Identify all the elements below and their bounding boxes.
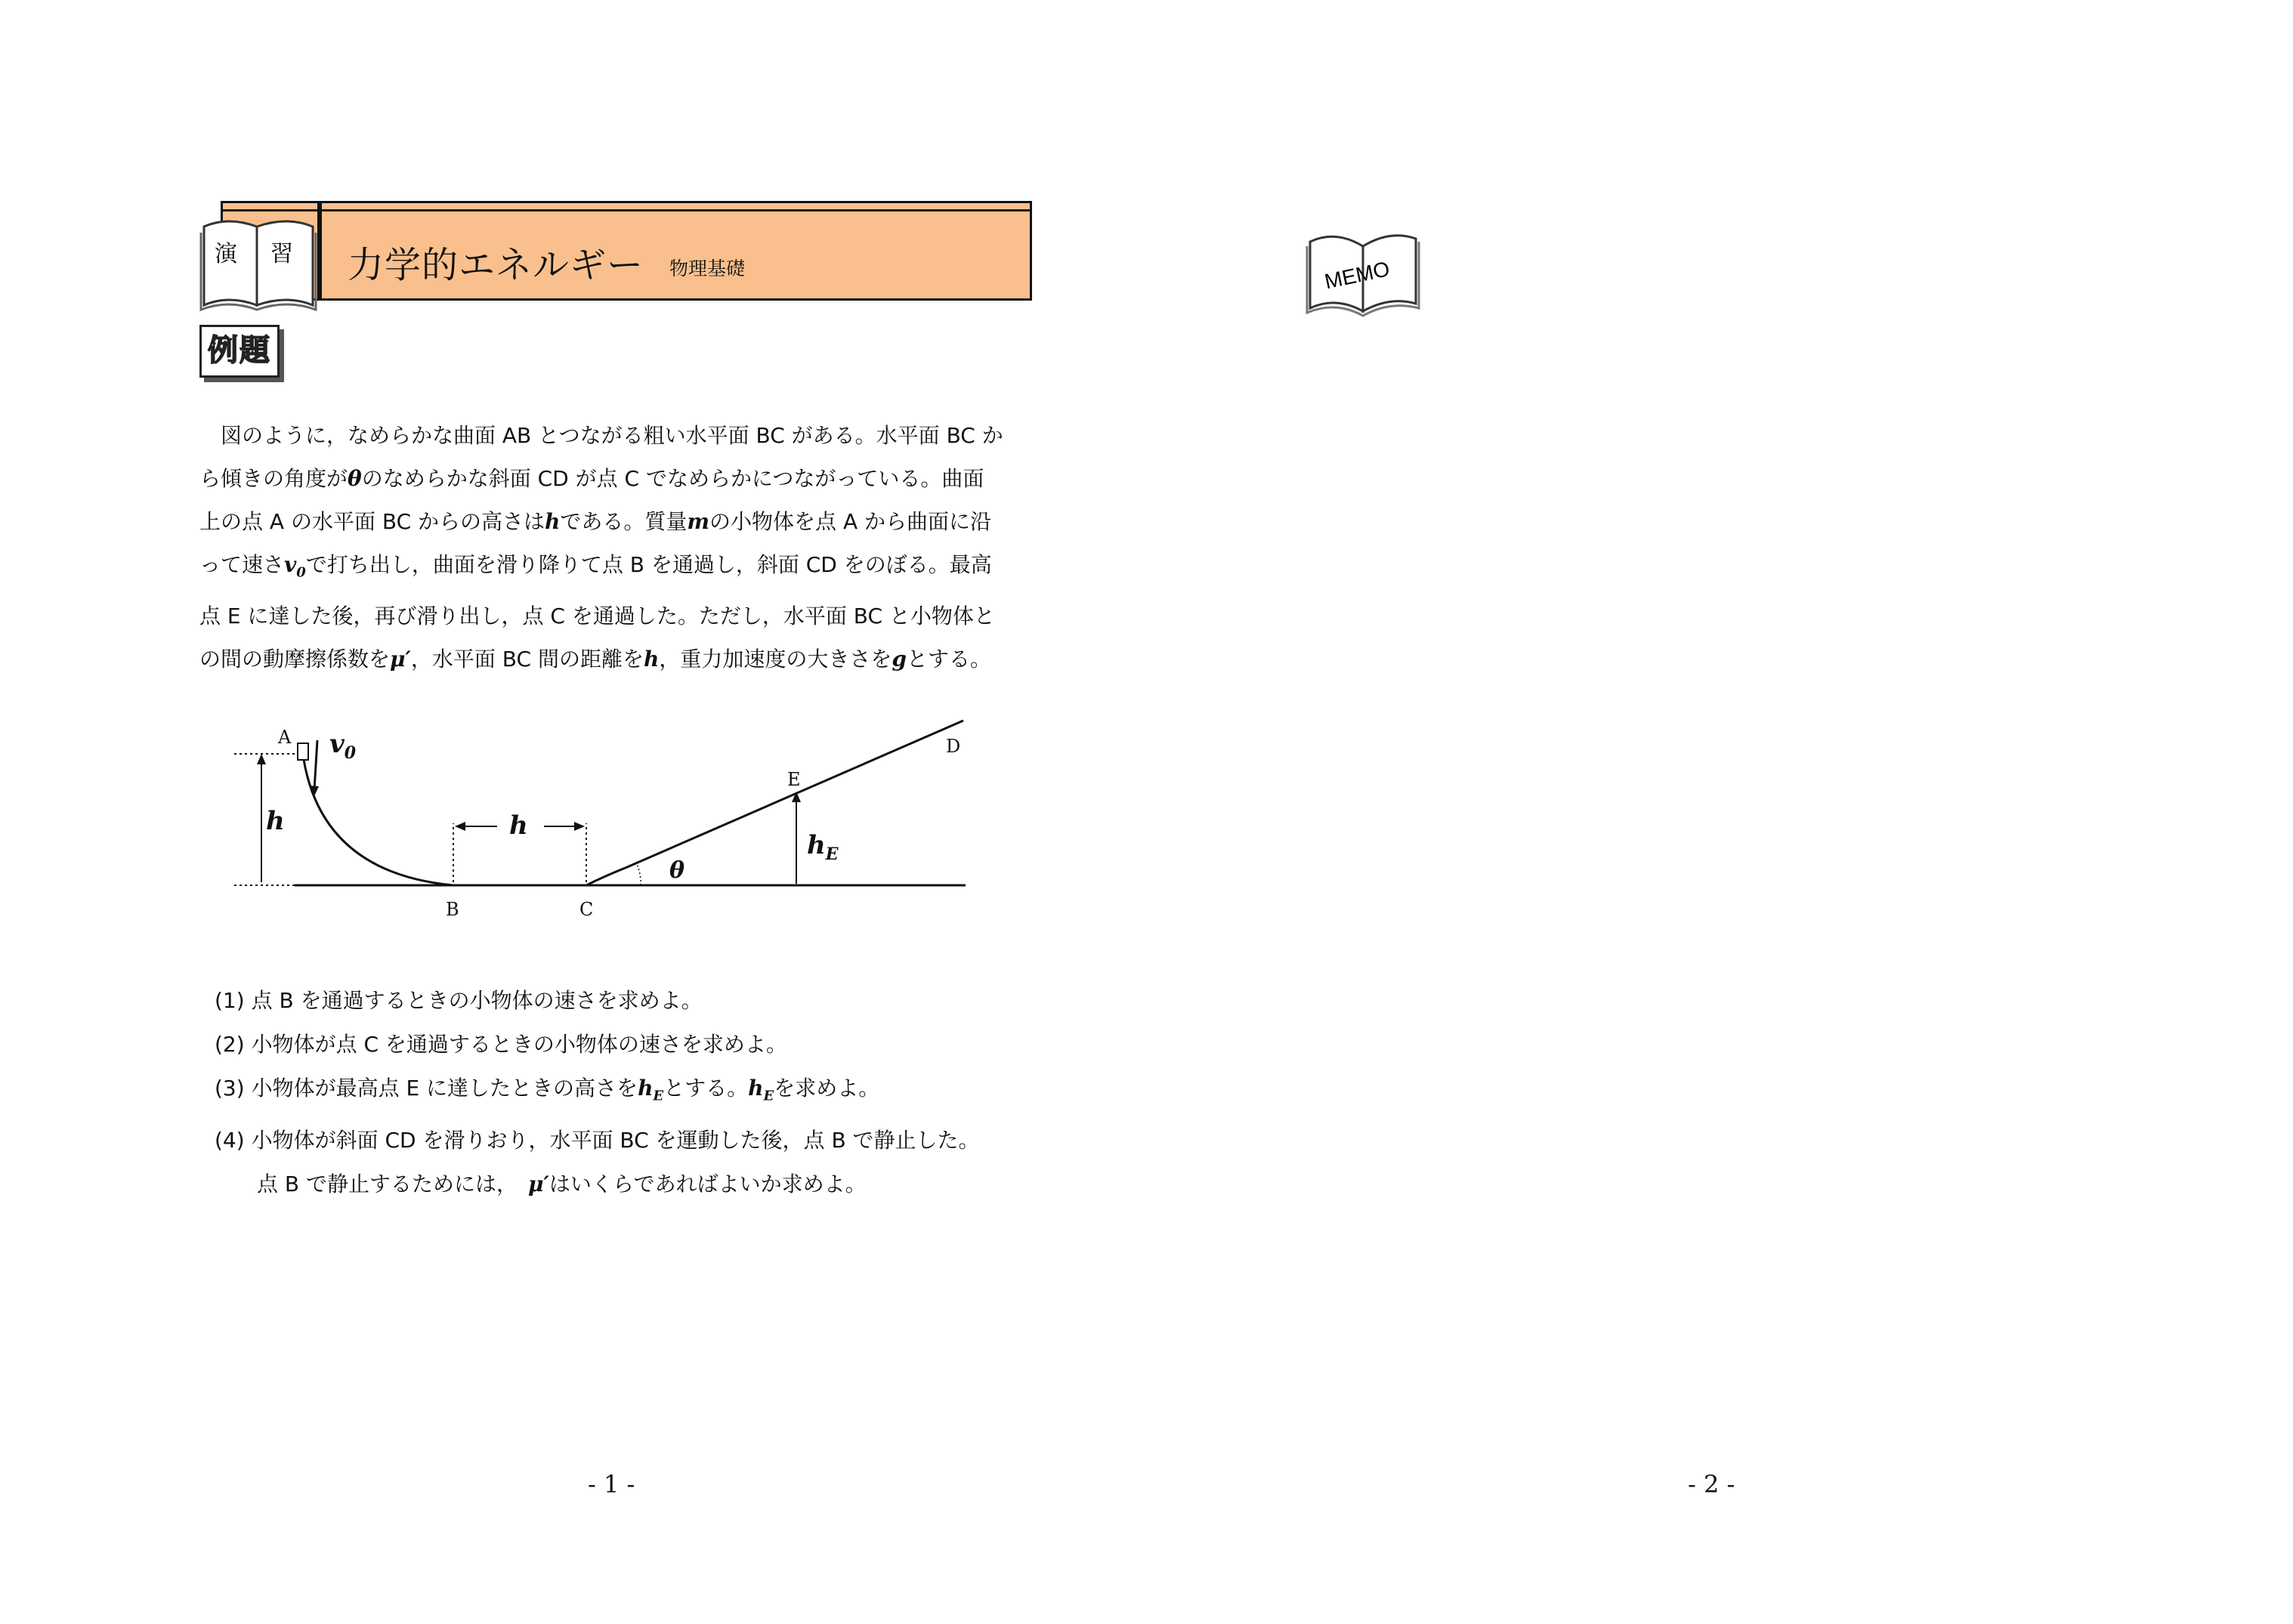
text-run: である。質量 xyxy=(560,509,688,534)
example-badge: 例題 xyxy=(199,325,280,378)
incline-cd xyxy=(586,721,963,885)
math-symbol: h xyxy=(638,1076,654,1101)
text-run: (3) 小物体が最高点 E に達したときの高さを xyxy=(215,1076,638,1101)
text-run: はいくらであればよいか求めよ。 xyxy=(549,1171,867,1196)
question-item xyxy=(215,1023,1046,1067)
label-v0: $v_0$ xyxy=(329,729,357,763)
math-symbol: v xyxy=(284,552,297,577)
theta-arc xyxy=(636,863,641,885)
math-symbol: μ′ xyxy=(390,646,411,672)
text-run: (2) 小物体が点 C を通過するときの小物体の速さを求めよ。 xyxy=(215,1032,787,1057)
label-h-left: h xyxy=(266,806,285,836)
text-run: とする。 xyxy=(906,646,991,672)
text-run: ら傾きの角度が xyxy=(199,466,348,491)
problem-line xyxy=(199,457,1023,500)
math-symbol: m xyxy=(687,509,710,534)
label-a: A xyxy=(278,727,292,748)
page-number-2: - 2 - xyxy=(1688,1470,1735,1499)
text-run: ，重力加速度の大きさを xyxy=(659,646,892,672)
question-item xyxy=(215,1067,1046,1119)
problem-line xyxy=(199,638,1023,681)
problem-line xyxy=(199,500,1023,543)
memo-label: MEMO xyxy=(1322,256,1392,294)
math-subscript: E xyxy=(653,1088,664,1104)
problem-line xyxy=(199,543,1023,594)
math-symbol: g xyxy=(892,646,907,672)
block xyxy=(298,743,308,760)
text-run: の間の動摩擦係数を xyxy=(199,646,391,672)
label-c: C xyxy=(579,899,594,920)
label-h-mid: h xyxy=(509,810,528,841)
math-symbol: h xyxy=(643,646,660,672)
arrowheads xyxy=(257,754,801,831)
text-run: で打ち出し，曲面を滑り降りて点 B を通過し，斜面 CD をのぼる。最高 xyxy=(305,552,992,577)
subject-label: 物理基礎 xyxy=(669,258,746,279)
text-run: を求めよ。 xyxy=(774,1076,880,1101)
curve-ab xyxy=(302,749,453,885)
math-symbol: h xyxy=(748,1076,764,1101)
problem-statement xyxy=(199,414,1023,681)
problem-line xyxy=(199,414,1023,457)
text-run: 点 B で静止するためには， xyxy=(215,1171,529,1196)
text-run: (1) 点 B を通過するときの小物体の速さを求めよ。 xyxy=(215,988,703,1013)
text-run: 点 E に達した後，再び滑り出し，点 C を通過した。ただし，水平面 BC と小物体と xyxy=(199,603,995,628)
page-number-1: - 1 - xyxy=(588,1470,635,1499)
math-symbol: θ xyxy=(348,466,362,491)
label-theta: θ xyxy=(669,857,685,884)
v0-arrow xyxy=(314,740,317,790)
math-symbol: μ′ xyxy=(528,1171,549,1196)
math-subscript: 0 xyxy=(296,564,306,581)
open-book-icon xyxy=(198,210,319,313)
math-symbol: h xyxy=(545,509,561,534)
label-b: B xyxy=(446,899,459,920)
header-top-band xyxy=(221,201,1032,211)
question-item xyxy=(215,1119,1046,1162)
math-subscript: E xyxy=(763,1088,774,1104)
label-d: D xyxy=(946,736,961,757)
text-run: の小物体を点 A から曲面に沿 xyxy=(709,509,992,534)
text-run: ，水平面 BC 間の距離を xyxy=(410,646,644,672)
question-item xyxy=(215,979,1046,1023)
label-he: $h_E$ xyxy=(807,830,839,864)
question-item xyxy=(215,1162,1046,1206)
memo-book-icon xyxy=(1303,219,1423,317)
text-run: (4) 小物体が斜面 CD を滑りおり，水平面 BC を運動した後，点 B で静止した。 xyxy=(215,1127,980,1153)
text-run: のなめらかな斜面 CD が点 C でなめらかにつながっている。曲面 xyxy=(361,466,984,491)
text-run: って速さ xyxy=(199,552,285,577)
physics-diagram xyxy=(219,718,990,937)
label-e: E xyxy=(787,769,801,790)
book-label-right: 習 xyxy=(270,241,293,267)
page-title: 力学的エネルギー xyxy=(348,244,644,286)
book-label-left: 演 xyxy=(215,241,237,267)
question-list xyxy=(215,979,1046,1206)
text-run: とする。 xyxy=(663,1076,749,1101)
text-run: 図のように，なめらかな曲面 AB とつながる粗い水平面 BC がある。水平面 BC か xyxy=(199,423,1003,448)
text-run: 上の点 A の水平面 BC からの高さは xyxy=(199,509,545,534)
problem-line xyxy=(199,594,1023,638)
